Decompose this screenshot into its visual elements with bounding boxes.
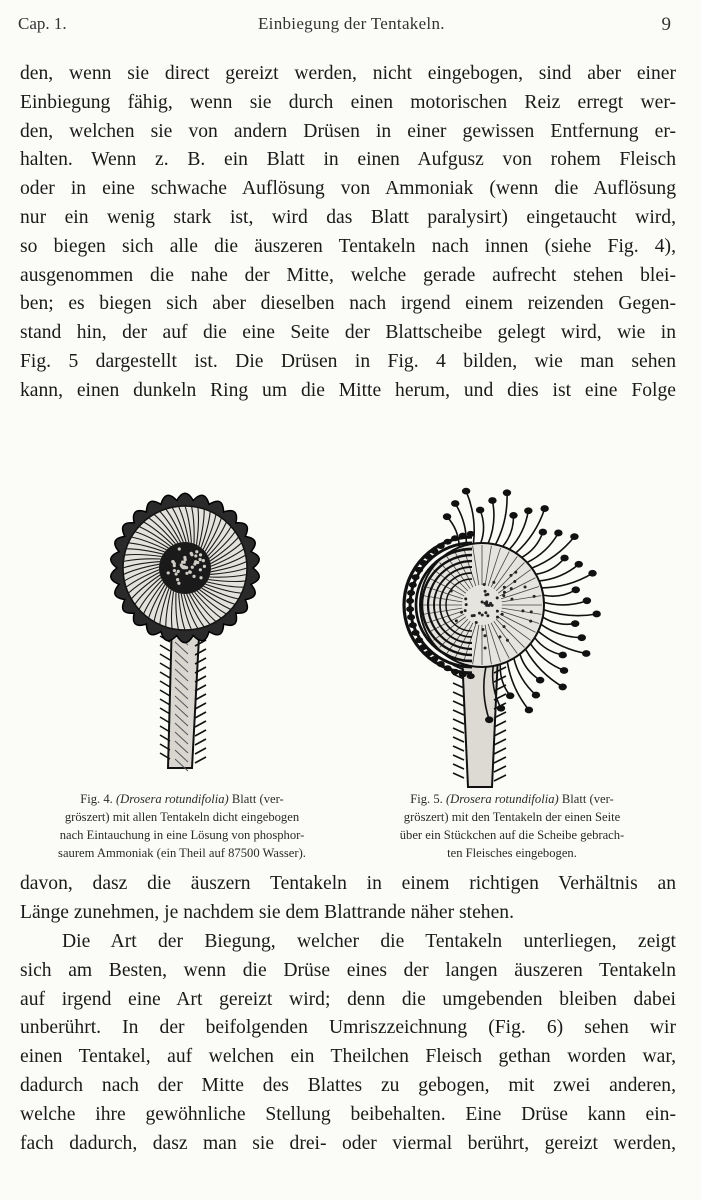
figure-4-illustration bbox=[80, 468, 330, 778]
figure-4-caption bbox=[22, 790, 342, 862]
running-title: Einbiegung der Tentakeln. bbox=[258, 14, 445, 33]
text-line: halten. Wenn z. B. ein Blatt in einen Aufgusz von rohem Fleisch bbox=[20, 149, 676, 171]
page-number: 9 bbox=[661, 14, 671, 35]
text-line: Länge zunehmen, je nachdem sie dem Blattrande näher stehen. bbox=[20, 901, 514, 923]
text-line: ausgenommen die nahe der Mitte, welche gerade aufrecht stehen blei- bbox=[20, 264, 676, 286]
paragraph-1 bbox=[20, 60, 676, 406]
figure-5-caption bbox=[352, 790, 672, 862]
running-header bbox=[18, 14, 671, 40]
caption-line: gröszert) mit den Tentakeln der einen Seite bbox=[403, 810, 621, 824]
text-line: Die Art der Biegung, welcher die Tentakeln unterliegen, zeigt bbox=[62, 931, 676, 952]
text-line: Fig. 5 dargestellt ist. Die Drüsen in Fig. 4 bilden, wie man sehen bbox=[20, 350, 676, 372]
text-line: den, wenn sie direct gereizt werden, nicht eingebogen, sind aber einer bbox=[20, 63, 676, 84]
species-name: (Drosera rotundifolia) bbox=[445, 792, 559, 806]
text-line: fach dadurch, dasz man sie drei- oder viermal berührt, gereizt werden, bbox=[20, 1132, 676, 1154]
caption-line: saurem Ammoniak (ein Theil auf 87500 Wasser). bbox=[58, 846, 306, 860]
text-line: den, welchen sie von andern Drüsen in einer gewissen Entfernung er- bbox=[20, 120, 676, 142]
text-line: kann, einen dunkeln Ring um die Mitte herum, und dies ist eine Folge bbox=[20, 379, 676, 401]
figure-5-illustration bbox=[370, 425, 630, 790]
chapter-label: Cap. 1. bbox=[18, 14, 67, 33]
text-line: oder in eine schwache Auflösung von Ammoniak (wenn die Auflösung bbox=[20, 178, 676, 200]
caption-line: ten Fleisches eingebogen. bbox=[447, 846, 577, 860]
text-line: Einbiegung fähig, wenn sie durch einen motorischen Reiz erregt wer- bbox=[20, 91, 676, 113]
caption-line: über ein Stückchen auf die Scheibe gebrach- bbox=[399, 828, 625, 842]
paragraph-2 bbox=[20, 870, 676, 928]
caption-text: Blatt (ver- bbox=[561, 792, 614, 806]
figure-label: Fig. 4. bbox=[80, 792, 113, 806]
caption-text: Blatt (ver- bbox=[231, 792, 284, 806]
text-line: davon, dasz die äuszern Tentakeln in einem richtigen Verhältnis an bbox=[20, 873, 676, 894]
text-line: auf irgend eine Art gereizt wird; denn die umgebenden bleiben dabei bbox=[20, 988, 676, 1010]
text-line: sich am Besten, wenn die Drüse eines der langen äuszeren Tentakeln bbox=[20, 959, 676, 981]
paragraph-3 bbox=[20, 928, 676, 1158]
text-line: unberührt. In der beifolgenden Umriszzeichnung (Fig. 6) sehen wir bbox=[20, 1017, 676, 1039]
text-line: so biegen sich alle die äuszeren Tentakeln nach innen (siehe Fig. 4), bbox=[20, 235, 676, 257]
caption-line: gröszert) mit allen Tentakeln dicht eingebogen bbox=[64, 810, 300, 824]
text-line: ben; es biegen sich aber dieselben nach irgend einem reizenden Gegen- bbox=[20, 293, 676, 315]
text-line: stand hin, der auf die eine Seite der Blattscheibe gelegt wird, wie in bbox=[20, 322, 676, 344]
drosera-leaf-partial-drawing bbox=[370, 425, 630, 790]
caption-line: nach Eintauchung in eine Lösung von phosphor- bbox=[59, 828, 305, 842]
drosera-leaf-inflected-drawing bbox=[80, 468, 330, 778]
text-line: einen Tentakel, auf welchen ein Theilchen Fleisch gethan worden war, bbox=[20, 1046, 676, 1068]
species-name: (Drosera rotundifolia) bbox=[115, 792, 229, 806]
text-line: dadurch nach der Mitte des Blattes zu gebogen, mit zwei anderen, bbox=[20, 1074, 676, 1096]
text-line: nur ein wenig stark ist, wird das Blatt paralysirt) eingetaucht wird, bbox=[20, 206, 676, 228]
figure-label: Fig. 5. bbox=[410, 792, 443, 806]
text-line: welche ihre gewöhnliche Stellung beibehalten. Eine Drüse kann ein- bbox=[20, 1103, 676, 1125]
